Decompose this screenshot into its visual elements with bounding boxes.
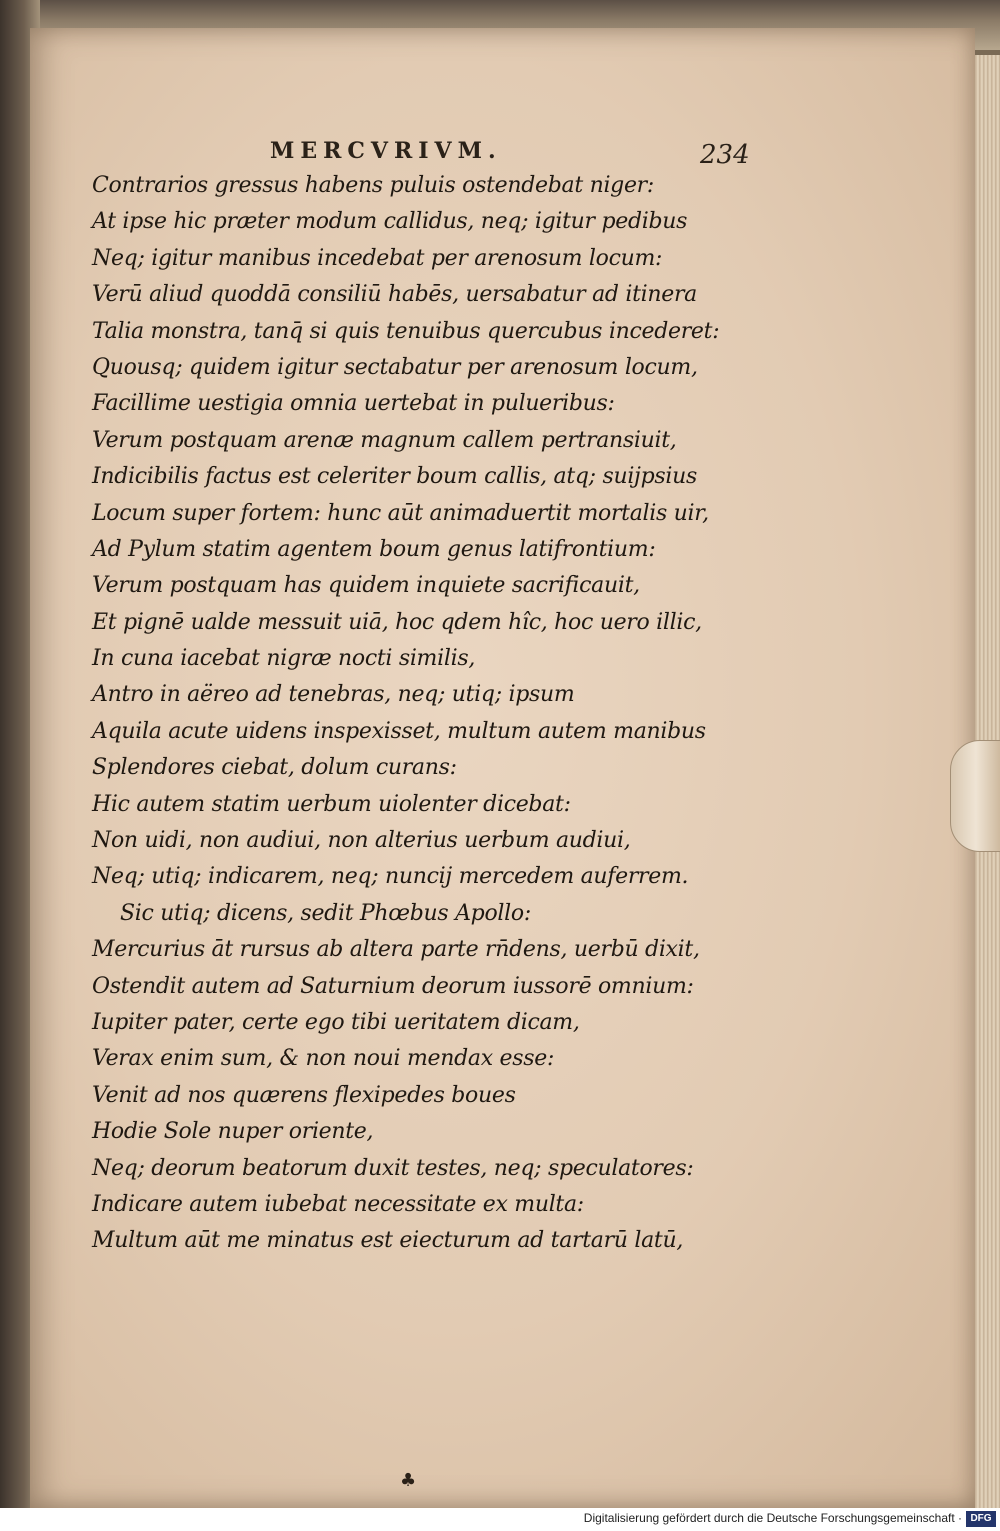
book-clasp: [950, 740, 1000, 852]
text-line: Neq; igitur manibus incedebat per arenosum locum:: [92, 245, 663, 271]
page-number: 234: [700, 140, 750, 170]
text-line: Non uidi, non audiui, non alterius uerbum audiui,: [92, 828, 631, 854]
text-line: Quousq; quidem igitur sectabatur per arenosum locum,: [92, 354, 698, 380]
text-line: Multum aūt me minatus est eiecturum ad tartarū latū,: [92, 1228, 684, 1254]
text-line: Indicare autem iubebat necessitate ex multa:: [92, 1191, 584, 1217]
poem-text-block: [92, 168, 792, 1260]
text-line: Iupiter pater, certe ego tibi ueritatem dicam,: [92, 1009, 580, 1035]
running-title: MERCVRIVM.: [270, 138, 502, 164]
printer-ornament-icon: ♣: [400, 1470, 417, 1491]
text-line: Neq; deorum beatorum duxit testes, neq; speculatores:: [92, 1155, 694, 1181]
text-line: Talia monstra, tanq̄ si quis tenuibus quercubus incederet:: [92, 318, 720, 344]
text-line: At ipse hic præter modum callidus, neq; igitur pedibus: [92, 209, 688, 235]
text-line: Sic utiq; dicens, sedit Phœbus Apollo:: [120, 900, 531, 926]
text-line: Verax enim sum, & non noui mendax esse:: [92, 1046, 555, 1072]
text-line: Aquila acute uidens inspexisset, multum autem manibus: [92, 718, 706, 744]
text-line: Neq; utiq; indicarem, neq; nuncij mercedem auferrem.: [92, 864, 689, 890]
text-line: Verum postquam arenæ magnum callem pertransiuit,: [92, 427, 677, 453]
digitization-footer: [0, 1508, 1000, 1531]
text-line: Venit ad nos quærens flexipedes boues: [92, 1082, 516, 1108]
text-line: In cuna iacebat nigræ nocti similis,: [92, 646, 476, 672]
text-line: Facillime uestigia omnia uertebat in pulueribus:: [92, 391, 615, 417]
text-line: Ostendit autem ad Saturnium deorum iussorē omnium:: [92, 973, 694, 999]
text-line: Indicibilis factus est celeriter boum callis, atq; suijpsius: [92, 464, 697, 490]
dfg-logo[interactable]: DFG: [966, 1511, 996, 1527]
text-line: Mercurius āt rursus ab altera parte rn̄dens, uerbū dixit,: [92, 937, 700, 963]
text-line: Ad Pylum statim agentem boum genus latifrontium:: [92, 536, 656, 562]
text-line: Splendores ciebat, dolum curans:: [92, 755, 457, 781]
text-line: Hodie Sole nuper oriente,: [92, 1119, 374, 1145]
text-line: Contrarios gressus habens puluis ostendebat niger:: [92, 173, 655, 198]
text-line: Et pignē ualde messuit uiā, hoc qdem hîc, hoc uero illic,: [92, 609, 702, 635]
text-line: Hic autem statim uerbum uiolenter dicebat:: [92, 791, 571, 817]
text-line: Verum postquam has quidem inquiete sacrificauit,: [92, 573, 640, 599]
text-line: Locum super fortem: hunc aūt animaduertit mortalis uir,: [92, 500, 709, 526]
text-line: Antro in aëreo ad tenebras, neq; utiq; ipsum: [92, 682, 575, 708]
footer-credit: Digitalisierung gefördert durch die Deutsche Forschungsgemeinschaft ·: [583, 1511, 962, 1525]
text-line: Verū aliud quoddā consiliū habēs, uersabatur ad itinera: [92, 282, 697, 308]
